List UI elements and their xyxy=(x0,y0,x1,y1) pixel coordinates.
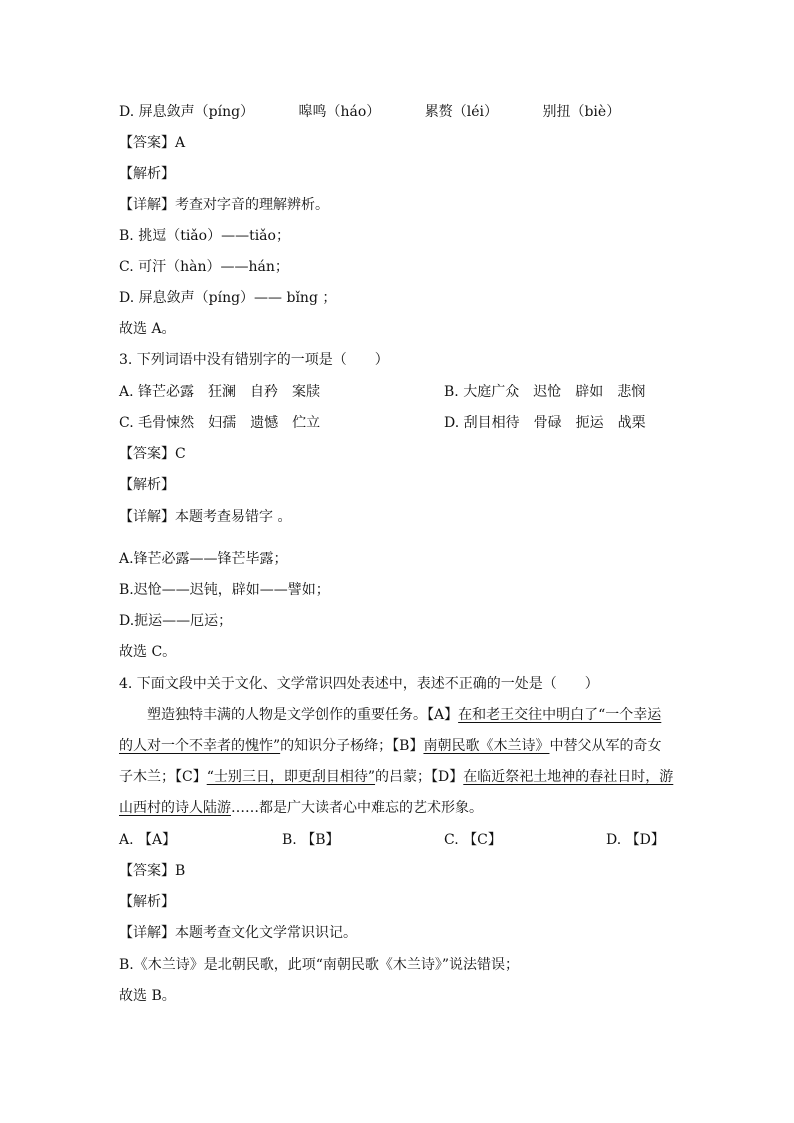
q2-explain-line: D. 屏息敛声（píng）—— bǐng ； xyxy=(119,290,337,306)
q2-explain-line: C. 可汗（hàn）——hán； xyxy=(119,259,289,275)
q2-conclusion: 故选 A。 xyxy=(119,321,176,337)
q3-explain-line: D.扼运——厄运； xyxy=(119,613,233,629)
q4-statement-c: “士别三日，即更刮目相待” xyxy=(206,769,376,785)
q4-tag-c: 【C】 xyxy=(175,769,207,785)
q3-explain-line: B.迟怆——迟钝，辟如——譬如； xyxy=(119,582,330,598)
q2-option-d-item: 屏息敛声（píng） xyxy=(138,104,255,120)
q4-option-d: D. 【D】 xyxy=(606,832,665,848)
q3-detail: 【详解】本题考查易错字 。 xyxy=(119,509,292,525)
q2-option-d: D. 屏息敛声（píng） 嗥鸣（háo） 累赘（léi） 别扭（biè） xyxy=(119,104,621,120)
q4-option-a: A. 【A】 xyxy=(119,832,177,848)
q4-tag-b: 【B】 xyxy=(392,738,424,754)
q2-option-d-item: 累赘（léi） xyxy=(424,104,499,120)
q4-conclusion: 故选 B。 xyxy=(119,988,176,1004)
q2-explain-line: B. 挑逗（tiǎo）——tiǎo； xyxy=(119,228,290,244)
q3-analysis-label: 【解析】 xyxy=(119,477,175,493)
q3-option-a: A. 锋芒必露 狂澜 自矜 案牍 xyxy=(119,384,321,400)
q3-question: 3. 下列词语中没有错别字的一项是（ ） xyxy=(119,352,389,368)
q4-statement-b: 南朝民歌《木兰诗》 xyxy=(423,738,550,754)
q3-explain-line: A.锋芒必露——锋芒毕露； xyxy=(119,551,288,567)
q4-analysis-label: 【解析】 xyxy=(119,894,175,910)
q4-detail: 【详解】本题考查文化文学常识识记。 xyxy=(119,925,357,941)
q3-option-d: D. 刮目相待 骨碌 扼运 战栗 xyxy=(444,415,646,431)
q4-passage: 塑造独特丰满的人物是文学创作的重要任务。【A】在和老王交往中明白了“一个幸运的人对一个不幸者的愧怍”的知识分子杨绛；【B】南朝民歌《木兰诗》中替父从军的奇女子木兰；【C】“士别三日，即更刮目相待”的吕蒙；【D】在临近祭祀土地神的春社日时，游山西村的诗人陆游……都是广大读者心中难忘的艺术形象。 xyxy=(119,707,674,816)
q3-conclusion: 故选 C。 xyxy=(119,644,177,660)
q2-analysis-label: 【解析】 xyxy=(119,166,175,182)
q3-option-c: C. 毛骨悚然 妇孺 遗憾 伫立 xyxy=(119,415,321,431)
q4-explain-line: B.《木兰诗》是北朝民歌，此项“南朝民歌《木兰诗》”说法错误； xyxy=(119,957,520,973)
q4-statement-a: 在和老王交往中明白了“一个幸运的人对一个不幸者的愧怍” xyxy=(119,707,662,754)
q2-option-d-item: 嗥鸣（háo） xyxy=(298,104,381,120)
q4-question: 4. 下面文段中关于文化、文学常识四处表述中，表述不正确的一处是（ ） xyxy=(119,676,599,692)
q2-option-d-item: 别扭（biè） xyxy=(542,104,621,120)
q4-option-b: B. 【B】 xyxy=(282,832,340,848)
q2-detail: 【详解】考查对字音的理解辨析。 xyxy=(119,197,329,213)
q4-tag-a: 【A】 xyxy=(427,707,459,723)
q3-option-b: B. 大庭广众 迟怆 辟如 悲悯 xyxy=(444,384,646,400)
q4-tag-d: 【D】 xyxy=(431,769,464,785)
q4-option-c: C. 【C】 xyxy=(444,832,502,848)
q3-answer: 【答案】C xyxy=(119,446,186,462)
q4-statement-d: 在临近祭祀土地神的春社日时，游山西村的诗人陆游 xyxy=(119,769,674,816)
q2-answer: 【答案】A xyxy=(119,135,186,151)
q4-answer: 【答案】B xyxy=(119,863,186,879)
